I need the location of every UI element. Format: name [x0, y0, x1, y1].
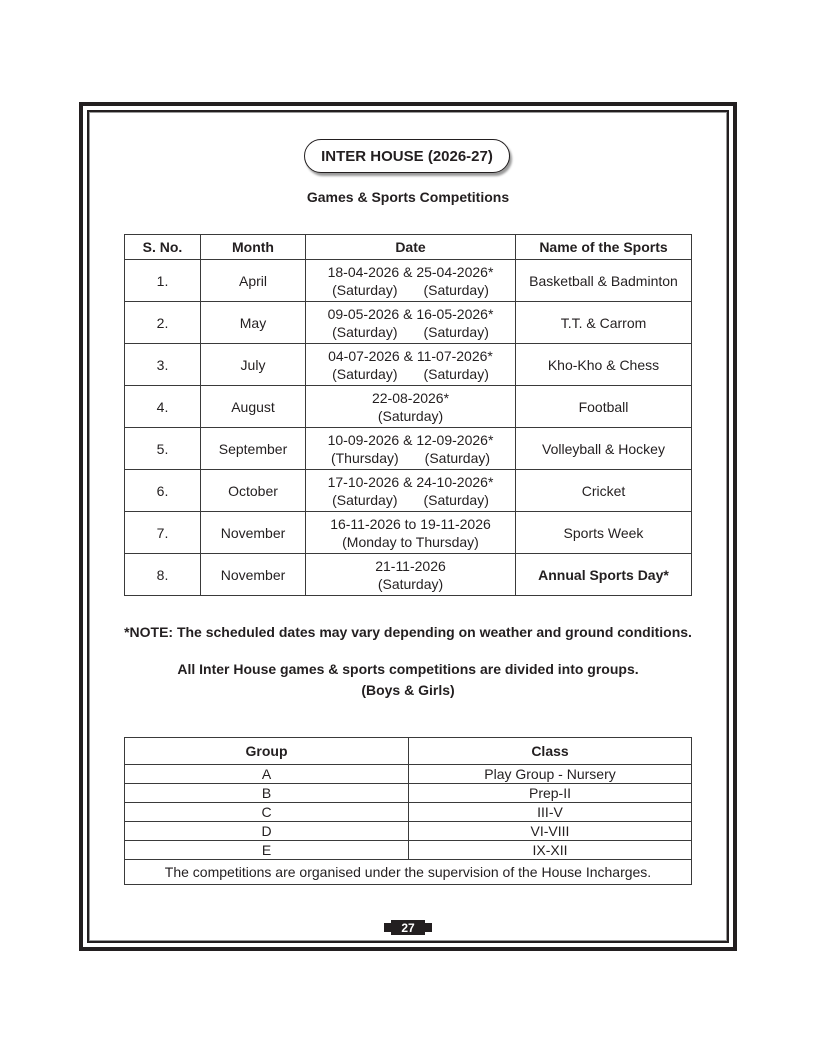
groups-intro-subline: (Boys & Girls)	[361, 682, 455, 698]
header-sno: S. No.	[125, 235, 201, 260]
table-row	[125, 765, 692, 784]
cell-date	[306, 512, 516, 554]
page-subtitle: Games & Sports Competitions	[306, 189, 510, 205]
schedule-table	[124, 234, 692, 596]
groups-header-row	[125, 738, 692, 765]
cell-month: November	[201, 554, 306, 596]
cell-sport: Cricket	[516, 470, 692, 512]
date-text: 09-05-2026 & 16-05-2026*	[327, 305, 494, 322]
cell-month: October	[201, 470, 306, 512]
table-row	[125, 302, 692, 344]
date-text: 04-07-2026 & 11-07-2026*	[328, 347, 493, 364]
page-number: 27	[391, 920, 425, 935]
table-row	[125, 260, 692, 302]
schedule-header-row	[125, 235, 692, 260]
day-text: (Saturday)	[423, 323, 489, 340]
cell-group: B	[125, 784, 409, 803]
cell-date	[306, 260, 516, 302]
badge-left-cap	[384, 923, 391, 932]
day-text: (Saturday)	[424, 449, 491, 466]
cell-sport: Kho-Kho & Chess	[516, 344, 692, 386]
cell-sport: T.T. & Carrom	[516, 302, 692, 344]
date-text: 21-11-2026	[375, 557, 446, 574]
weather-note: *NOTE: The scheduled dates may vary depending on weather and ground conditions.	[124, 624, 692, 640]
cell-date	[306, 428, 516, 470]
date-text: 17-10-2026 & 24-10-2026*	[327, 473, 494, 490]
cell-date	[306, 554, 516, 596]
cell-sport: Basketball & Badminton	[516, 260, 692, 302]
cell-date	[306, 470, 516, 512]
cell-class: Play Group - Nursery	[409, 765, 692, 784]
cell-sno: 4.	[125, 386, 201, 428]
cell-class: III-V	[409, 803, 692, 822]
cell-month: July	[201, 344, 306, 386]
day-text: (Saturday)	[377, 407, 444, 424]
day-text: (Monday to Thursday)	[342, 533, 479, 550]
table-row	[125, 803, 692, 822]
cell-sno: 1.	[125, 260, 201, 302]
cell-sno: 2.	[125, 302, 201, 344]
groups-table	[124, 737, 692, 885]
page-title: INTER HOUSE (2026-27)	[304, 139, 510, 173]
table-row	[125, 554, 692, 596]
table-row	[125, 344, 692, 386]
cell-sno: 8.	[125, 554, 201, 596]
cell-date	[306, 386, 516, 428]
table-row	[125, 822, 692, 841]
header-date: Date	[306, 235, 516, 260]
cell-group: A	[125, 765, 409, 784]
groups-intro	[0, 659, 816, 701]
day-text: (Thursday)	[330, 449, 399, 466]
day-text: (Saturday)	[332, 365, 398, 382]
day-text: (Saturday)	[423, 281, 489, 298]
table-row	[125, 428, 692, 470]
cell-sport: Sports Week	[516, 512, 692, 554]
table-row	[125, 512, 692, 554]
date-text: 10-09-2026 & 12-09-2026*	[327, 431, 494, 448]
cell-class: Prep-II	[409, 784, 692, 803]
header-class: Class	[409, 738, 692, 765]
cell-month: April	[201, 260, 306, 302]
date-text: 16-11-2026 to 19-11-2026	[330, 515, 491, 532]
cell-group: D	[125, 822, 409, 841]
cell-class: VI-VIII	[409, 822, 692, 841]
header-group: Group	[125, 738, 409, 765]
header-month: Month	[201, 235, 306, 260]
cell-month: August	[201, 386, 306, 428]
date-text: 18-04-2026 & 25-04-2026*	[327, 263, 494, 280]
supervision-note: The competitions are organised under the supervision of the House Incharges.	[125, 860, 692, 885]
table-row	[125, 841, 692, 860]
cell-sport: Volleyball & Hockey	[516, 428, 692, 470]
groups-footer-row	[125, 860, 692, 885]
cell-sport-highlight: Annual Sports Day*	[516, 554, 692, 596]
cell-sport: Football	[516, 386, 692, 428]
cell-group: E	[125, 841, 409, 860]
date-text: 22-08-2026*	[371, 389, 450, 406]
day-text: (Saturday)	[423, 365, 489, 382]
groups-intro-line: All Inter House games & sports competitions are divided into groups.	[177, 661, 639, 677]
cell-sno: 5.	[125, 428, 201, 470]
cell-class: IX-XII	[409, 841, 692, 860]
cell-group: C	[125, 803, 409, 822]
cell-date	[306, 344, 516, 386]
day-text: (Saturday)	[423, 491, 489, 508]
table-row	[125, 470, 692, 512]
cell-sno: 3.	[125, 344, 201, 386]
cell-sno: 7.	[125, 512, 201, 554]
table-row	[125, 784, 692, 803]
day-text: (Saturday)	[332, 281, 398, 298]
day-text: (Saturday)	[332, 491, 398, 508]
day-text: (Saturday)	[332, 323, 398, 340]
cell-date	[306, 302, 516, 344]
cell-month: November	[201, 512, 306, 554]
badge-right-cap	[425, 923, 432, 932]
cell-month: May	[201, 302, 306, 344]
day-text: (Saturday)	[377, 575, 444, 592]
page-number-badge	[384, 920, 432, 935]
table-row	[125, 386, 692, 428]
cell-month: September	[201, 428, 306, 470]
header-sport: Name of the Sports	[516, 235, 692, 260]
cell-sno: 6.	[125, 470, 201, 512]
